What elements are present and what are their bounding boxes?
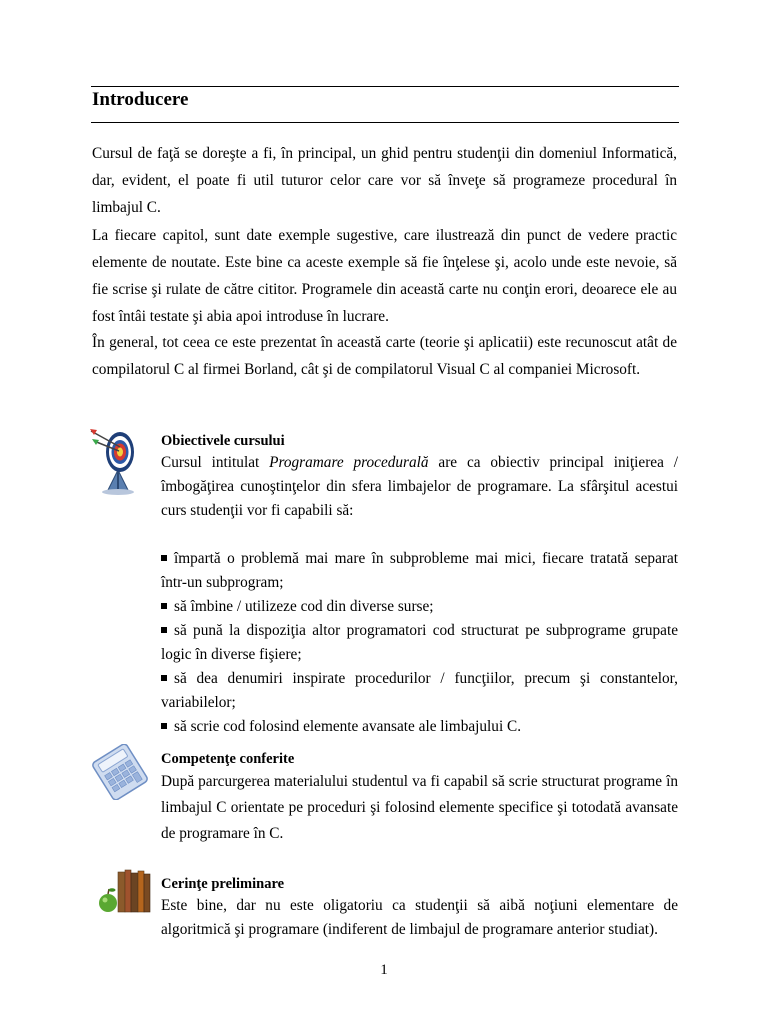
title-rule [91,122,679,123]
objectives-section [161,431,678,739]
list-item: să scrie cod folosind elemente avansate ale limbajului C. [161,715,678,739]
objectives-title: Obiectivele cursului [161,433,285,449]
prerequisites-text: Este bine, dar nu este oligatoriu ca studenţii să aibă noţiuni elementare de algoritmică şi programare (indiferent de limbajul de programare anterior studiat). [161,897,678,938]
calculator-icon [88,744,152,800]
page-title: Introducere [92,89,189,110]
list-item: să îmbine / utilizeze cod din diverse surse; [161,595,678,619]
competences-text: După parcurgerea materialului studentul va fi capabil să scrie structurat programe în limbajul C orientate pe proceduri şi folosind elemente specifice şi totodată avansate de programare în C. [161,773,678,842]
intro-paragraph-2: La fiecare capitol, sunt date exemple sugestive, care ilustrează din punct de vedere practic elemente de noutate. Este bine ca aceste exemple să fie înţelese şi, acolo unde este nevoie, să fie scrise şi rulate de către cititor. Programele din această carte nu conţin erori, deoarece ele au fost întâi testate şi abia apoi introduse în lucrare. [92,227,677,325]
square-bullet-icon [161,627,167,633]
square-bullet-icon [161,555,167,561]
target-with-arrows-icon [88,424,148,496]
intro-paragraph-1: Cursul de faţă se doreşte a fi, în principal, un ghid pentru studenţii din domeniul Informatică, dar, evident, el poate fi util tuturor celor care vor să înveţe să programeze procedural în limbajul C. [92,145,677,216]
intro-paragraph-3: În general, tot ceea ce este prezentat în această carte (teorie şi aplicatii) este recunoscut atât de compilatorul C al firmei Borland, cât şi de compilatorul Visual C al companiei Microsoft. [92,334,677,378]
objectives-intro: Cursul intitulat Programare procedurală are ca obiectiv principal iniţierea / îmbogăţirea cunoştinţelor din sfera limbajelor de programare. La sfârşitul acestui curs studenţii vor fi capabili să: [161,454,678,519]
prerequisites-section [161,874,678,942]
square-bullet-icon [161,723,167,729]
competences-section [161,749,678,847]
course-title: Programare procedurală [269,454,429,471]
objectives-list [161,547,678,739]
competences-title: Competenţe conferite [161,751,295,767]
prerequisites-title: Cerinţe preliminare [161,876,285,892]
page-number: 1 [380,962,388,978]
square-bullet-icon [161,675,167,681]
list-item: să dea denumiri inspirate procedurilor / funcţiilor, precum şi constantelor, variabilelor; [161,670,678,711]
list-item: să pună la dispoziţia altor programatori cod structurat pe subprograme grupate logic în diverse fişiere; [161,622,678,663]
books-and-apple-icon [96,868,152,914]
square-bullet-icon [161,603,167,609]
top-rule [91,86,679,87]
list-item: împartă o problemă mai mare în subprobleme mai mici, fiecare tratată separat într-un subprogram; [161,550,678,591]
